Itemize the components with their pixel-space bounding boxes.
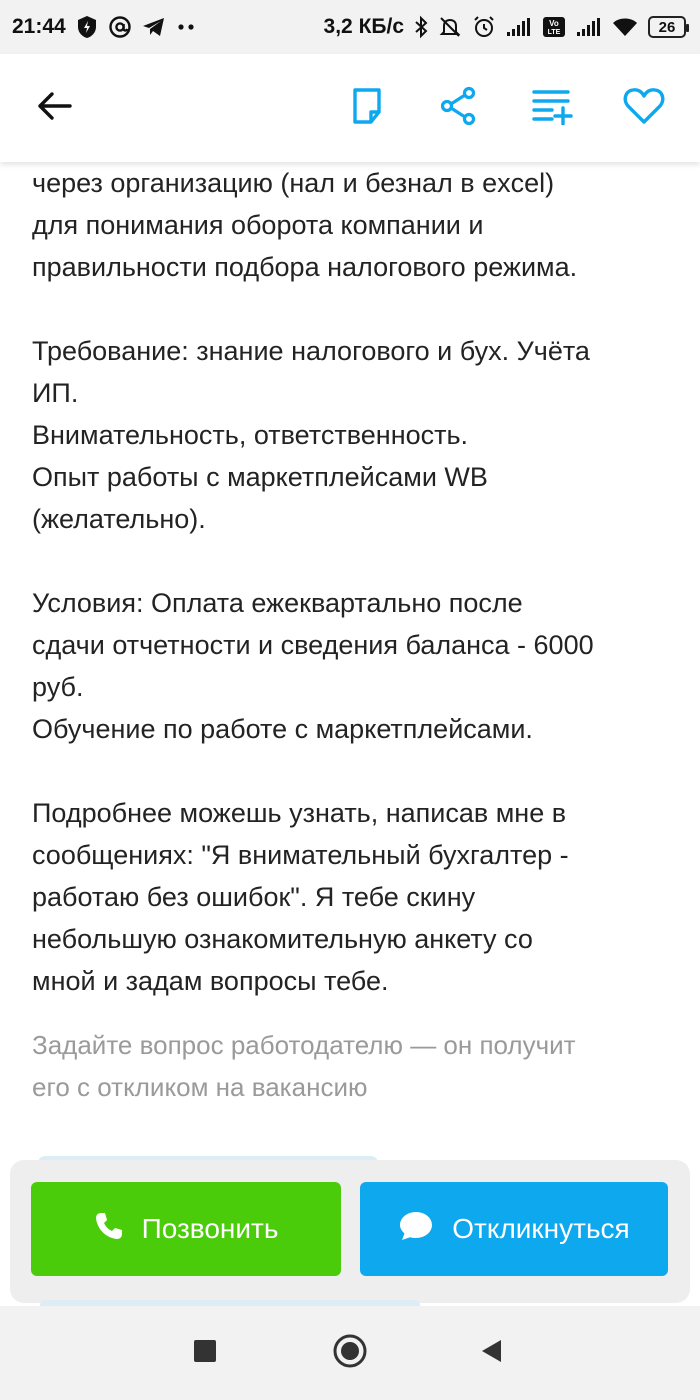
svg-text:LTE: LTE [547, 29, 561, 36]
wifi-icon [612, 16, 638, 38]
description-paragraph: Требование: знание налогового и бух. Учёта ИП. Внимательность, ответственность. Опыт работы с маркетплейсами WB (желательно). [32, 336, 590, 534]
description-paragraph: через организацию (нал и безнал в excel) для понимания оборота компании и правильности подбора налогового режима. [32, 168, 578, 282]
respond-button-label: Откликнуться [452, 1213, 630, 1244]
mute-icon [438, 15, 462, 39]
shield-icon [76, 15, 98, 39]
call-button-label: Позвонить [141, 1213, 279, 1244]
recent-apps-button[interactable] [180, 1328, 230, 1378]
add-to-list-button[interactable] [528, 84, 576, 132]
more-dots-icon [176, 23, 196, 31]
back-triangle-icon [479, 1338, 503, 1369]
home-button[interactable] [325, 1328, 375, 1378]
volte-icon [542, 16, 566, 38]
share-icon [439, 86, 477, 131]
share-button[interactable] [434, 84, 482, 132]
favorite-heart-icon [623, 87, 665, 130]
at-sign-icon [108, 15, 132, 39]
vacancy-description [32, 162, 672, 1108]
alarm-icon [472, 15, 496, 39]
respond-button[interactable] [360, 1182, 668, 1276]
phone-icon [94, 1211, 124, 1248]
back-button[interactable] [30, 84, 78, 132]
recent-apps-icon [193, 1339, 217, 1368]
call-button[interactable] [31, 1182, 341, 1276]
signal-icon [576, 17, 602, 37]
ask-employer-hint: Задайте вопрос работодателю — он получит его с откликом на вакансию [32, 1030, 576, 1102]
status-time: 21:44 [12, 15, 66, 38]
description-paragraph: Подробнее можешь узнать, написав мне в сообщениях: "Я внимательный бухгалтер - работаю без ошибок". Я тебе скину небольшую ознакомительную анкету со мной и задам вопросы тебе. [32, 798, 569, 996]
app-bar [0, 54, 700, 162]
favorite-button[interactable] [620, 84, 668, 132]
system-navigation-bar [0, 1306, 700, 1400]
bluetooth-icon [414, 15, 428, 39]
system-back-button[interactable] [466, 1328, 516, 1378]
network-speed: 3,2 КБ/с [323, 15, 404, 38]
chat-bubble-icon [398, 1210, 434, 1249]
home-icon [332, 1333, 368, 1374]
note-button[interactable] [343, 84, 391, 132]
signal-icon [506, 17, 532, 37]
status-bar-left [12, 15, 196, 39]
note-icon [350, 87, 384, 130]
battery-icon: 26 [648, 16, 686, 38]
add-to-list-icon [531, 87, 573, 130]
description-paragraph: Условия: Оплата ежеквартально после сдачи отчетности и сведения баланса - 6000 руб. Обучение по работе с маркетплейсами. [32, 588, 594, 744]
svg-text:Vo: Vo [549, 19, 559, 28]
telegram-icon [142, 16, 166, 38]
status-bar [0, 0, 700, 54]
back-arrow-icon [36, 91, 72, 126]
status-bar-right [324, 15, 686, 39]
